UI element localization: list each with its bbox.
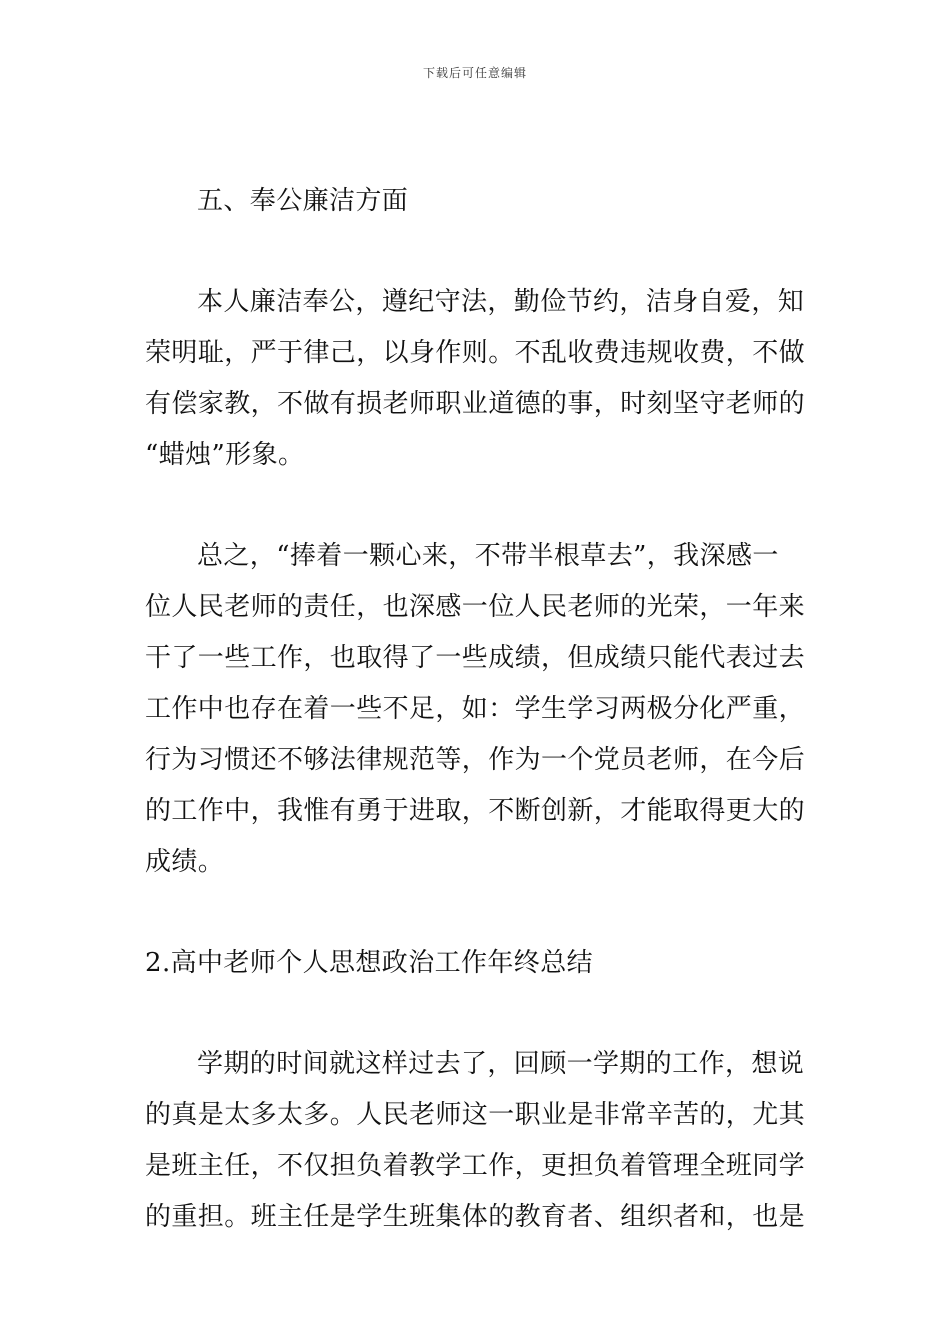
document-body — [145, 176, 807, 1243]
paragraph-line: 的工作中，我惟有勇于进取，不断创新，才能取得更大的 — [145, 796, 806, 826]
paragraph-line: 是班主任，不仅担负着教学工作，更担负着管理全班同学 — [145, 1151, 806, 1181]
paragraph-line: 的真是太多太多。人民老师这一职业是非常辛苦的，尤其 — [145, 1100, 806, 1130]
paragraph-line: 荣明耻，严于律己，以身作则。不乱收费违规收费，不做 — [145, 338, 806, 368]
paragraph-summary — [145, 531, 807, 888]
paragraph-gap — [145, 888, 807, 938]
paragraph-line: “蜡烛”形象。 — [145, 440, 305, 470]
paragraph-gap — [145, 481, 807, 531]
paragraph-integrity — [145, 277, 807, 481]
section-heading: 五、奉公廉洁方面 — [197, 186, 409, 216]
paragraph-gap — [145, 989, 807, 1039]
paragraph-gap — [145, 227, 807, 277]
paragraph-line: 本人廉洁奉公，遵纪守法，勤俭节约，洁身自爱，知 — [197, 287, 805, 317]
header-note: 下载后可任意编辑 — [422, 66, 527, 80]
paragraph-line: 的重担。班主任是学生班集体的教育者、组织者和，也是 — [145, 1202, 806, 1232]
paragraph-line: 总之，“捧着一颗心来，不带半根草去”，我深感一 — [197, 541, 779, 571]
paragraph-line: 工作中也存在着一些不足，如：学生学习两极分化严重， — [145, 694, 806, 724]
article-title: 2.高中老师个人思想政治工作年终总结 — [145, 948, 594, 978]
paragraph-line: 学期的时间就这样过去了，回顾一学期的工作，想说 — [197, 1049, 805, 1079]
paragraph-line: 成绩。 — [145, 847, 225, 877]
paragraph-line: 行为习惯还不够法律规范等，作为一个党员老师，在今后 — [145, 745, 806, 775]
paragraph-intro — [145, 1039, 807, 1243]
paragraph-line: 有偿家教，不做有损老师职业道德的事，时刻坚守老师的 — [145, 389, 806, 419]
paragraph-line: 干了一些工作，也取得了一些成绩，但成绩只能代表过去 — [145, 643, 806, 673]
paragraph-line: 位人民老师的责任，也深感一位人民老师的光荣，一年来 — [145, 592, 806, 622]
